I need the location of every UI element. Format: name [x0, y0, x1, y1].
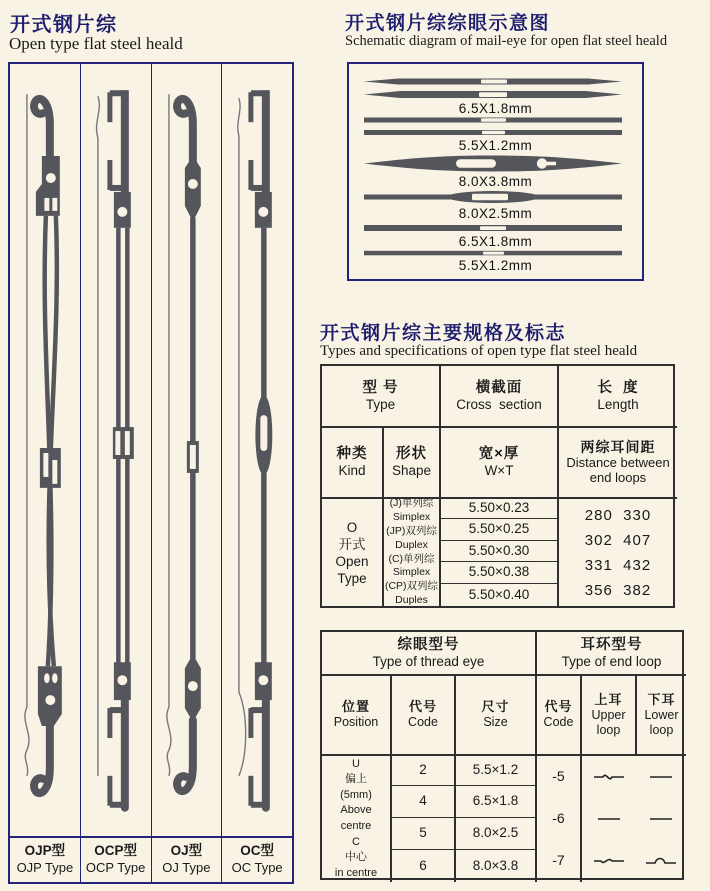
end-loop-header-cn: 耳环型号	[580, 636, 643, 653]
heald-bar-thin	[364, 250, 622, 256]
heald-label-ojp-cn: OJP型	[24, 843, 66, 859]
eye-code-cell	[390, 786, 454, 818]
heald-bar-tapered-medium	[364, 90, 622, 99]
spec-header-shape-cn: 形状	[396, 446, 427, 462]
spec-header-kind	[322, 426, 382, 497]
length-values-cell	[557, 497, 677, 606]
position-cell	[322, 754, 390, 882]
spec-header-distance-en: Distance between end loops	[566, 455, 670, 486]
upper-loop-header-cn: 上耳	[594, 691, 623, 707]
thread-eye-header-cn: 综眼型号	[397, 636, 460, 653]
eye-size: 5.5×1.2	[472, 762, 519, 778]
eye-code: 2	[419, 762, 427, 778]
spec-shape-cell	[382, 497, 439, 606]
wt-value-cell	[439, 497, 557, 519]
eye-size: 8.0×2.5	[472, 825, 519, 841]
wt-value: 5.50×0.40	[468, 586, 530, 602]
kind-line: Open	[335, 553, 369, 569]
heald-column-ocp	[81, 64, 152, 882]
wt-value-cell	[439, 584, 557, 606]
wt-value: 5.50×0.23	[468, 499, 530, 515]
length-value: 356 382	[584, 581, 652, 599]
heald-column-ojp	[10, 64, 81, 882]
loop-code: -6	[552, 810, 565, 827]
position-line: in centre	[334, 866, 378, 879]
thread-eye-header-en: Type of thread eye	[372, 653, 485, 669]
position-header-en: Position	[333, 715, 379, 730]
straight-line-icon	[592, 812, 626, 826]
eye-code-cell	[390, 818, 454, 850]
left-title-en: Open type flat steel heald	[9, 34, 183, 53]
loop-symbol-row	[582, 854, 686, 868]
spec-header-distance	[557, 426, 677, 497]
position-line: Above	[340, 804, 372, 817]
length-value: 302 407	[584, 531, 652, 549]
code-header-cn: 代号	[408, 699, 437, 715]
kind-line: 开式	[338, 536, 366, 552]
lower-loop-header	[635, 674, 686, 754]
upper-loop-header-en: Upper loop	[591, 708, 626, 738]
spec-table	[320, 364, 675, 608]
position-header-cn: 位置	[341, 699, 370, 715]
wt-value: 5.50×0.25	[468, 520, 530, 536]
eye-size-cell	[454, 786, 535, 818]
shape-line: Simplex	[392, 510, 431, 523]
eye-size-label: 6.5X1.8mm	[458, 234, 533, 249]
spec-title-en: Types and specifications of open type flat steel heald	[320, 343, 638, 359]
heald-label-oc	[222, 836, 292, 882]
wt-value-cell	[439, 519, 557, 541]
spec-header-cross-en: Cross section	[456, 396, 542, 412]
wt-value-cell	[439, 541, 557, 563]
left-title-cn: 开式钢片综	[10, 14, 118, 36]
wt-value-cell	[439, 562, 557, 584]
schematic-title-en: Schematic diagram of mail-eye for open flat steel heald	[345, 33, 668, 49]
spec-header-wt-en: W×T	[484, 463, 514, 479]
ojp-heald-drawing	[10, 64, 80, 836]
eye-code: 5	[419, 825, 427, 841]
shape-line: (CP)双列综	[384, 580, 439, 593]
shape-line: Simplex	[392, 566, 431, 579]
loop-code-header-cn: 代号	[544, 699, 573, 715]
eye-size-cell	[454, 754, 535, 786]
mail-eye-schematic-box	[347, 62, 644, 281]
spec-header-length	[557, 366, 677, 426]
eye-code-cell	[390, 850, 454, 882]
heald-bar-thin	[364, 117, 622, 123]
position-line: (5mm)	[340, 788, 372, 801]
length-value: 331 432	[584, 556, 652, 574]
eye-code: 4	[419, 793, 427, 809]
shape-line: (C)单列综	[388, 552, 435, 565]
loop-code-header-en: Code	[543, 715, 574, 730]
heald-column-oc	[222, 64, 292, 882]
end-loop-header	[535, 632, 686, 674]
shape-line: (J)单列综	[389, 496, 434, 509]
spec-header-length-en: Length	[597, 396, 639, 412]
spec-header-wt	[439, 426, 557, 497]
spec-header-type-en: Type	[365, 396, 396, 412]
heald-label-ojp	[10, 836, 80, 882]
loop-code: -5	[552, 768, 565, 785]
spec-header-length-cn: 长 度	[597, 379, 639, 396]
oj-heald-drawing	[152, 64, 222, 836]
hump-line-icon	[644, 854, 678, 868]
wt-value: 5.50×0.38	[468, 564, 530, 580]
loop-code: -7	[552, 852, 565, 869]
soft-wave-line-icon	[592, 854, 626, 868]
size-header-en: Size	[483, 715, 508, 730]
spec-header-cross-cn: 横截面	[475, 379, 523, 396]
heald-bar-bulged	[364, 190, 622, 204]
size-header	[454, 674, 535, 754]
position-header	[322, 674, 390, 754]
spec-header-kind-cn: 种类	[336, 446, 368, 462]
straight-line-icon	[644, 770, 678, 784]
code-header	[390, 674, 454, 754]
wt-value: 5.50×0.30	[468, 542, 530, 558]
heald-label-ocp-en: OCP Type	[85, 860, 146, 876]
s-wave-line-icon	[592, 770, 626, 784]
spec-title-cn: 开式钢片综主要规格及标志	[320, 323, 567, 344]
eye-size-label: 8.0X2.5mm	[458, 206, 533, 221]
spec-kind-cell	[322, 497, 382, 606]
lower-loop-header-cn: 下耳	[647, 691, 676, 707]
loop-symbol-row	[582, 770, 686, 784]
kind-line: O	[346, 519, 358, 535]
position-line: 中心	[345, 851, 367, 864]
code-header-en: Code	[408, 715, 438, 730]
heald-drawings-box	[8, 62, 294, 884]
heald-label-oc-en: OC Type	[231, 860, 283, 876]
loop-symbol-row	[582, 812, 686, 826]
loop-symbols-cell	[580, 754, 686, 882]
schematic-title-cn: 开式钢片综综眼示意图	[345, 13, 551, 34]
size-header-cn: 尺寸	[481, 699, 510, 715]
loop-code-header	[535, 674, 580, 754]
lower-loop-header-en: Lower loop	[644, 708, 679, 738]
loop-code-cell	[535, 754, 580, 882]
position-line: C	[352, 835, 360, 848]
eye-size-cell	[454, 850, 535, 882]
heald-label-oc-cn: OC型	[240, 843, 274, 859]
heald-label-oj-en: OJ Type	[162, 860, 211, 876]
spec-header-wt-cn: 宽×厚	[478, 446, 520, 462]
eye-size-label: 8.0X3.8mm	[458, 174, 533, 189]
spec-header-kind-en: Kind	[338, 463, 366, 479]
position-line: centre	[340, 820, 372, 832]
spec-header-distance-cn: 两综耳间距	[580, 438, 656, 455]
eye-size-label: 5.5X1.2mm	[458, 138, 533, 153]
eye-size-label: 5.5X1.2mm	[458, 258, 533, 273]
thread-eye-header	[322, 632, 535, 674]
eye-size-cell	[454, 818, 535, 850]
oc-heald-drawing	[222, 64, 292, 836]
kind-line: Type	[337, 570, 367, 586]
eye-code-cell	[390, 754, 454, 786]
spec-header-cross-section	[439, 366, 557, 426]
heald-label-oj	[152, 836, 222, 882]
eye-size: 8.0×3.8	[472, 857, 519, 873]
eye-code: 6	[419, 857, 427, 873]
spec-header-shape	[382, 426, 439, 497]
upper-loop-header	[580, 674, 635, 754]
spec-header-type	[322, 366, 439, 426]
heald-bar-wide-spindle	[364, 154, 622, 173]
heald-label-ocp-cn: OCP型	[94, 843, 137, 859]
shape-line: Duplex	[395, 538, 428, 551]
heald-bar-thin	[364, 129, 622, 136]
straight-line-icon	[644, 812, 678, 826]
heald-label-oj-cn: OJ型	[170, 843, 203, 859]
shape-line: Duples	[395, 594, 428, 607]
end-loop-header-en: Type of end loop	[561, 653, 662, 669]
heald-bar-thin	[364, 224, 622, 232]
heald-bar-tapered-thin	[364, 78, 622, 85]
spec-header-type-cn: 型 号	[362, 379, 399, 396]
heald-label-ocp	[81, 836, 151, 882]
shape-line: (JP)双列综	[386, 524, 437, 537]
position-line: 偏上	[345, 773, 367, 786]
length-value: 280 330	[584, 506, 652, 524]
ocp-heald-drawing	[81, 64, 151, 836]
spec-header-shape-en: Shape	[391, 463, 432, 479]
position-line: U	[352, 757, 360, 770]
eye-size: 6.5×1.8	[472, 793, 519, 809]
eye-loop-table	[320, 630, 684, 880]
heald-label-ojp-en: OJP Type	[16, 860, 74, 876]
heald-column-oj	[152, 64, 223, 882]
eye-size-label: 6.5X1.8mm	[458, 101, 533, 116]
